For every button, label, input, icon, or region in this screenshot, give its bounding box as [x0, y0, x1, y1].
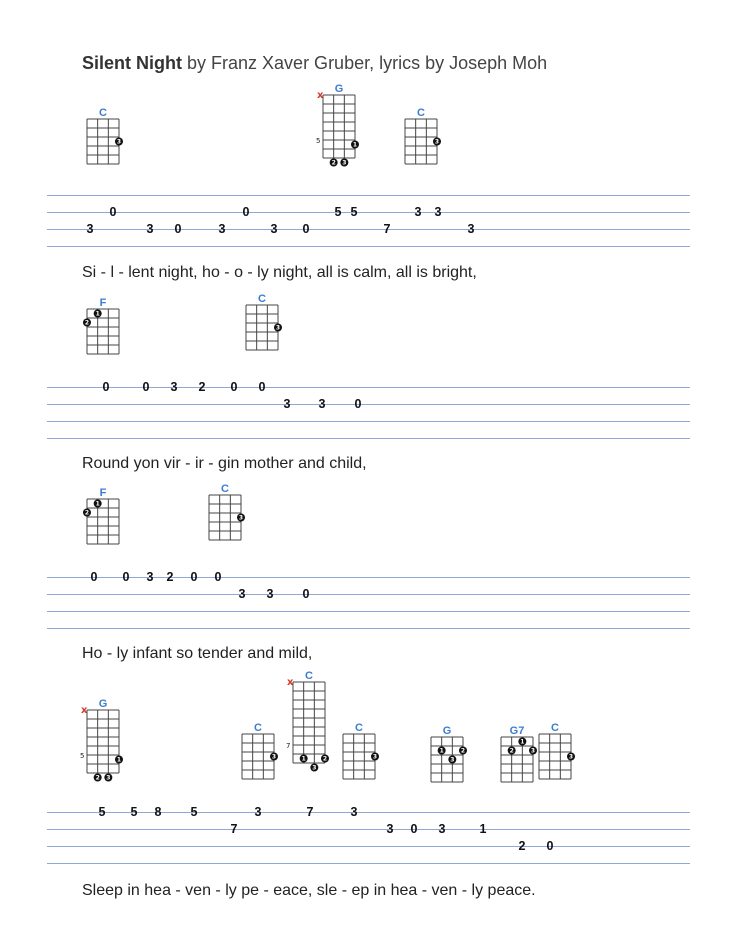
- tab-fret-number: 2: [166, 570, 174, 584]
- finger-number: 3: [116, 138, 122, 146]
- finger-number: 2: [84, 319, 90, 327]
- chord-name: F: [99, 487, 107, 499]
- chord-name: C: [221, 483, 229, 495]
- finger-number: 2: [331, 159, 336, 167]
- chord-diagram-g: [421, 725, 471, 786]
- muted-string-mark: x: [317, 90, 324, 101]
- tab-fret-number: 8: [154, 805, 162, 819]
- finger-number: 1: [301, 755, 306, 763]
- chord-diagram-c: [199, 483, 249, 544]
- tab-fret-number: 5: [98, 805, 106, 819]
- chord-diagram-c: [529, 722, 579, 783]
- tab-fret-number: 3: [438, 822, 446, 836]
- tab-fret-number: 0: [302, 587, 310, 601]
- tab-string-line: [47, 863, 690, 864]
- finger-number: 3: [434, 138, 440, 146]
- tab-fret-number: 3: [266, 587, 274, 601]
- chord-name: C: [355, 722, 363, 734]
- lyric-line-1: Si - l - lent night, ho - o - ly night, all is calm, all is bright,: [82, 264, 477, 281]
- fret-position-label: 5: [316, 137, 321, 145]
- fret-position-label: 5: [80, 752, 85, 760]
- finger-number: 2: [322, 755, 328, 763]
- lyric-line-4: Sleep in hea - ven - ly pe - eace, sle - ep in hea - ven - ly peace.: [82, 882, 536, 899]
- tab-fret-number: 3: [146, 222, 154, 236]
- chord-name: C: [551, 722, 559, 734]
- tab-fret-number: 3: [146, 570, 154, 584]
- tab-fret-number: 0: [90, 570, 98, 584]
- lyric-line-3: Ho - ly infant so tender and mild,: [82, 645, 313, 662]
- tab-fret-number: 3: [386, 822, 394, 836]
- tab-string-line: [47, 829, 690, 830]
- chord-diagram-f: [77, 297, 127, 358]
- tab-fret-number: 3: [254, 805, 262, 819]
- finger-number: 3: [372, 753, 378, 761]
- tab-fret-number: 3: [467, 222, 475, 236]
- tab-string-line: [47, 846, 690, 847]
- chord-name: G: [334, 83, 344, 95]
- tab-fret-number: 3: [414, 205, 422, 219]
- finger-number: 3: [275, 324, 281, 332]
- finger-number: 1: [439, 747, 444, 755]
- chord-name: F: [99, 297, 107, 309]
- finger-number: 2: [460, 747, 466, 755]
- tab-fret-number: 7: [383, 222, 391, 236]
- song-title: Silent Night by Franz Xaver Gruber, lyrics by Joseph Moh: [82, 53, 548, 73]
- tab-fret-number: 7: [306, 805, 314, 819]
- chord-name: C: [254, 722, 262, 734]
- chord-diagram-c: [77, 107, 127, 168]
- tab-string-line: [47, 628, 690, 629]
- tab-fret-number: 0: [242, 205, 250, 219]
- finger-number: 1: [95, 500, 100, 508]
- tab-fret-number: 3: [350, 805, 358, 819]
- tab-fret-number: 5: [190, 805, 198, 819]
- tab-fret-number: 0: [102, 380, 110, 394]
- chord-diagram-c: [232, 722, 282, 783]
- tab-string-line: [47, 229, 690, 230]
- finger-number: 1: [352, 141, 358, 149]
- tab-string-line: [47, 195, 690, 196]
- tab-fret-number: 3: [218, 222, 226, 236]
- chord-diagram-g: [77, 698, 127, 782]
- tab-string-line: [47, 611, 690, 612]
- finger-number: 3: [312, 764, 317, 772]
- tab-fret-number: 0: [258, 380, 266, 394]
- chord-name: C: [258, 293, 266, 305]
- chord-diagram-g: [313, 83, 363, 167]
- tab-fret-number: 0: [109, 205, 117, 219]
- tab-string-line: [47, 212, 690, 213]
- tab-fret-number: 1: [479, 822, 487, 836]
- tab-fret-number: 0: [354, 397, 362, 411]
- finger-number: 3: [238, 514, 244, 522]
- finger-number: 1: [520, 738, 525, 746]
- tab-fret-number: 3: [434, 205, 442, 219]
- tab-string-line: [47, 812, 690, 813]
- muted-string-mark: x: [287, 677, 294, 688]
- finger-number: 3: [271, 753, 277, 761]
- tab-fret-number: 3: [283, 397, 291, 411]
- tab-string-line: [47, 404, 690, 405]
- tab-fret-number: 0: [230, 380, 238, 394]
- chord-name: G: [98, 698, 108, 710]
- chord-diagram-c: [236, 293, 286, 354]
- finger-number: 1: [116, 756, 122, 764]
- fret-position-label: 7: [286, 742, 291, 750]
- tab-string-line: [47, 246, 690, 247]
- chord-name: C: [417, 107, 425, 119]
- finger-number: 2: [509, 747, 514, 755]
- tab-fret-number: 0: [410, 822, 418, 836]
- muted-string-mark: x: [81, 705, 88, 716]
- finger-number: 3: [342, 159, 347, 167]
- tab-fret-number: 3: [86, 222, 94, 236]
- finger-number: 2: [95, 774, 100, 782]
- tab-fret-number: 0: [302, 222, 310, 236]
- chord-diagram-c: [283, 670, 333, 772]
- finger-number: 3: [568, 753, 574, 761]
- tab-fret-number: 5: [334, 205, 342, 219]
- chord-name: G: [442, 725, 452, 737]
- finger-number: 3: [450, 756, 455, 764]
- chord-name: C: [99, 107, 107, 119]
- chord-name: C: [305, 670, 313, 682]
- tab-fret-number: 3: [270, 222, 278, 236]
- tab-fret-number: 5: [350, 205, 358, 219]
- chord-diagram-c: [333, 722, 383, 783]
- finger-number: 3: [530, 747, 536, 755]
- tab-fret-number: 0: [122, 570, 130, 584]
- tab-fret-number: 3: [170, 380, 178, 394]
- tab-string-line: [47, 577, 690, 578]
- tab-fret-number: 7: [230, 822, 238, 836]
- tab-string-line: [47, 421, 690, 422]
- tab-fret-number: 3: [238, 587, 246, 601]
- tab-fret-number: 0: [142, 380, 150, 394]
- tab-fret-number: 0: [214, 570, 222, 584]
- lyric-line-2: Round yon vir - ir - gin mother and child,: [82, 455, 367, 472]
- chord-name: G7: [509, 725, 525, 737]
- finger-number: 2: [84, 509, 90, 517]
- tab-string-line: [47, 438, 690, 439]
- tab-fret-number: 0: [546, 839, 554, 853]
- tab-string-line: [47, 594, 690, 595]
- tab-fret-number: 0: [190, 570, 198, 584]
- tab-fret-number: 0: [174, 222, 182, 236]
- chord-diagram-c: [395, 107, 445, 168]
- finger-number: 1: [95, 310, 100, 318]
- tab-fret-number: 2: [198, 380, 206, 394]
- tab-fret-number: 5: [130, 805, 138, 819]
- finger-number: 3: [106, 774, 111, 782]
- tab-fret-number: 3: [318, 397, 326, 411]
- chord-diagram-f: [77, 487, 127, 548]
- tab-fret-number: 2: [518, 839, 526, 853]
